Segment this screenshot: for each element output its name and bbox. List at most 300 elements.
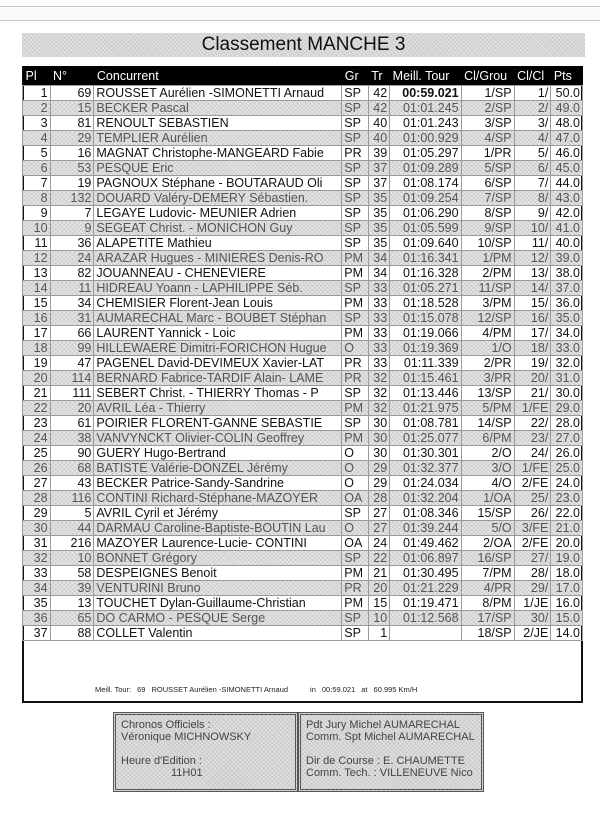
cell-num: 69 bbox=[50, 86, 94, 101]
cell-name: AUMARECHAL Marc - BOUBET Stéphan bbox=[94, 311, 342, 326]
cell-group: SP bbox=[342, 221, 369, 236]
cell-class-group: 1/PR bbox=[461, 146, 514, 161]
cell-pl: 32 bbox=[23, 551, 51, 566]
cell-name: HILLEWAERE Dimitri-FORICHON Hugue bbox=[94, 341, 342, 356]
cell-best-lap: 01:06.897 bbox=[390, 551, 461, 566]
table-row bbox=[23, 161, 583, 176]
cell-group: SP bbox=[342, 161, 369, 176]
cell-class-cat: 22/ bbox=[514, 416, 551, 431]
cell-best-lap: 01:08.781 bbox=[390, 416, 461, 431]
cell-name: RENOULT SEBASTIEN bbox=[94, 116, 342, 131]
officials-box-right bbox=[298, 712, 484, 792]
cell-class-cat: 7/ bbox=[514, 176, 551, 191]
cell-points: 35.0 bbox=[551, 311, 583, 326]
cell-name: SEBERT Christ. - THIERRY Thomas - P bbox=[94, 386, 342, 401]
cell-points: 21.0 bbox=[551, 521, 583, 536]
cell-pl: 16 bbox=[23, 311, 51, 326]
cell-name: BERNARD Fabrice-TARDIF Alain- LAME bbox=[94, 371, 342, 386]
table-row bbox=[23, 626, 583, 641]
cell-pl: 15 bbox=[23, 296, 51, 311]
cell-num: 20 bbox=[50, 401, 94, 416]
cell-group: OA bbox=[342, 491, 369, 506]
cell-num: 11 bbox=[50, 281, 94, 296]
cell-name: ALAPETITE Mathieu bbox=[94, 236, 342, 251]
cell-best-lap: 01:09.640 bbox=[390, 236, 461, 251]
cell-num: 15 bbox=[50, 101, 94, 116]
cell-group: SP bbox=[342, 416, 369, 431]
cell-num: 38 bbox=[50, 431, 94, 446]
cell-laps: 37 bbox=[368, 176, 389, 191]
cell-class-cat: 2/ bbox=[514, 101, 551, 116]
cell-laps: 34 bbox=[368, 266, 389, 281]
table-row bbox=[23, 206, 583, 221]
best-lap-at: at bbox=[361, 685, 368, 694]
cell-class-cat: 30/ bbox=[514, 611, 551, 626]
cell-best-lap: 01:11.339 bbox=[390, 356, 461, 371]
table-row bbox=[23, 326, 583, 341]
cell-points: 16.0 bbox=[551, 596, 583, 611]
table-row bbox=[23, 446, 583, 461]
cell-class-group: 1/PM bbox=[461, 251, 514, 266]
cell-points: 43.0 bbox=[551, 191, 583, 206]
cell-best-lap: 01:30.495 bbox=[390, 566, 461, 581]
cell-pl: 12 bbox=[23, 251, 51, 266]
cell-name: JOUANNEAU - CHENEVIERE bbox=[94, 266, 342, 281]
cell-num: 116 bbox=[50, 491, 94, 506]
cell-pl: 10 bbox=[23, 221, 51, 236]
cell-class-group: 6/SP bbox=[461, 176, 514, 191]
cell-name: TEMPLIER Aurélien bbox=[94, 131, 342, 146]
cell-class-cat: 4/ bbox=[514, 131, 551, 146]
cell-points: 23.0 bbox=[551, 491, 583, 506]
cell-class-group: 14/SP bbox=[461, 416, 514, 431]
cell-best-lap: 01:09.289 bbox=[390, 161, 461, 176]
cell-class-group: 16/SP bbox=[461, 551, 514, 566]
cell-group: SP bbox=[342, 386, 369, 401]
cell-name: AVRIL Cyril et Jérémy bbox=[94, 506, 342, 521]
cell-points: 18.0 bbox=[551, 566, 583, 581]
cell-points: 31.0 bbox=[551, 371, 583, 386]
cell-laps: 1 bbox=[368, 626, 389, 641]
cell-group: SP bbox=[342, 626, 369, 641]
cell-points: 19.0 bbox=[551, 551, 583, 566]
cell-group: SP bbox=[342, 236, 369, 251]
table-row bbox=[23, 131, 583, 146]
cell-best-lap: 01:15.461 bbox=[390, 371, 461, 386]
jury-president: Pdt Jury Michel AUMARECHAL bbox=[306, 719, 461, 731]
cell-class-cat: 24/ bbox=[514, 446, 551, 461]
table-row bbox=[23, 311, 583, 326]
cell-points: 34.0 bbox=[551, 326, 583, 341]
cell-points: 24.0 bbox=[551, 476, 583, 491]
cell-class-cat: 14/ bbox=[514, 281, 551, 296]
cell-points: 42.0 bbox=[551, 206, 583, 221]
cell-points: 22.0 bbox=[551, 506, 583, 521]
cell-group: O bbox=[342, 461, 369, 476]
cell-num: 47 bbox=[50, 356, 94, 371]
cell-class-group: 18/SP bbox=[461, 626, 514, 641]
cell-class-group: 2/OA bbox=[461, 536, 514, 551]
best-lap-speed: 60.995 Km/H bbox=[373, 685, 418, 694]
cell-group: PM bbox=[342, 566, 369, 581]
cell-pl: 4 bbox=[23, 131, 51, 146]
cell-name: LAURENT Yannick - Loic bbox=[94, 326, 342, 341]
cell-class-group: 13/SP bbox=[461, 386, 514, 401]
cell-name: ROUSSET Aurélien -SIMONETTI Arnaud bbox=[94, 86, 342, 101]
cell-pl: 1 bbox=[23, 86, 51, 101]
cell-pl: 21 bbox=[23, 386, 51, 401]
cell-pl: 2 bbox=[23, 101, 51, 116]
cell-group: PM bbox=[342, 596, 369, 611]
cell-best-lap: 01:18.528 bbox=[390, 296, 461, 311]
cell-pl: 7 bbox=[23, 176, 51, 191]
cell-num: 99 bbox=[50, 341, 94, 356]
cell-laps: 39 bbox=[368, 146, 389, 161]
best-lap-name: ROUSSET Aurélien -SIMONETTI Arnaud bbox=[151, 685, 289, 694]
cell-class-cat: 5/ bbox=[514, 146, 551, 161]
cell-num: 7 bbox=[50, 206, 94, 221]
race-director: Dir de Course : E. CHAUMETTE bbox=[306, 755, 465, 767]
cell-points: 41.0 bbox=[551, 221, 583, 236]
cell-best-lap: 01:15.078 bbox=[390, 311, 461, 326]
top-toolbar-strip bbox=[0, 6, 600, 21]
cell-pl: 24 bbox=[23, 431, 51, 446]
table-row bbox=[23, 101, 583, 116]
table-row bbox=[23, 296, 583, 311]
cell-group: PM bbox=[342, 326, 369, 341]
cell-class-cat: 17/ bbox=[514, 326, 551, 341]
cell-name: BONNET Grégory bbox=[94, 551, 342, 566]
cell-class-cat: 11/ bbox=[514, 236, 551, 251]
best-lap-time: 00:59.021 bbox=[321, 685, 356, 694]
cell-name: LEGAYE Ludovic- MEUNIER Adrien bbox=[94, 206, 342, 221]
cell-best-lap: 01:30.301 bbox=[390, 446, 461, 461]
cell-class-group: 2/O bbox=[461, 446, 514, 461]
cell-best-lap: 01:08.174 bbox=[390, 176, 461, 191]
cell-num: 216 bbox=[50, 536, 94, 551]
cell-best-lap: 01:24.034 bbox=[390, 476, 461, 491]
cell-class-cat: 15/ bbox=[514, 296, 551, 311]
cell-points: 37.0 bbox=[551, 281, 583, 296]
table-row bbox=[23, 221, 583, 236]
cell-best-lap: 01:16.341 bbox=[390, 251, 461, 266]
cell-group: SP bbox=[342, 551, 369, 566]
cell-best-lap: 01:06.290 bbox=[390, 206, 461, 221]
table-row bbox=[23, 461, 583, 476]
cell-class-cat: 1/ bbox=[514, 86, 551, 101]
cell-points: 49.0 bbox=[551, 101, 583, 116]
table-row bbox=[23, 536, 583, 551]
cell-best-lap: 01:09.254 bbox=[390, 191, 461, 206]
cell-num: 34 bbox=[50, 296, 94, 311]
cell-best-lap: 01:21.229 bbox=[390, 581, 461, 596]
cell-points: 26.0 bbox=[551, 446, 583, 461]
cell-name: PAGNOUX Stéphane - BOUTARAUD Oli bbox=[94, 176, 342, 191]
cell-pl: 13 bbox=[23, 266, 51, 281]
cell-points: 50.0 bbox=[551, 86, 583, 101]
cell-best-lap: 01:05.599 bbox=[390, 221, 461, 236]
cell-best-lap: 01:01.245 bbox=[390, 101, 461, 116]
cell-group: PM bbox=[342, 401, 369, 416]
table-row bbox=[23, 476, 583, 491]
cell-pl: 18 bbox=[23, 341, 51, 356]
cell-num: 65 bbox=[50, 611, 94, 626]
cell-pl: 30 bbox=[23, 521, 51, 536]
tech-commissioner: Comm. Tech. : VILLENEUVE Nico bbox=[306, 767, 473, 779]
cell-pl: 36 bbox=[23, 611, 51, 626]
cell-num: 132 bbox=[50, 191, 94, 206]
cell-num: 68 bbox=[50, 461, 94, 476]
cell-class-group: 2/PR bbox=[461, 356, 514, 371]
cell-laps: 42 bbox=[368, 101, 389, 116]
cell-laps: 33 bbox=[368, 311, 389, 326]
cell-name: MAZOYER Laurence-Lucie- CONTINI bbox=[94, 536, 342, 551]
cell-class-group: 4/O bbox=[461, 476, 514, 491]
cell-name: AVRIL Léa - Thierry bbox=[94, 401, 342, 416]
cell-pl: 8 bbox=[23, 191, 51, 206]
cell-class-cat: 6/ bbox=[514, 161, 551, 176]
cell-pl: 29 bbox=[23, 506, 51, 521]
cell-pl: 23 bbox=[23, 416, 51, 431]
cell-laps: 22 bbox=[368, 551, 389, 566]
cell-pl: 6 bbox=[23, 161, 51, 176]
table-row bbox=[23, 566, 583, 581]
cell-pl: 27 bbox=[23, 476, 51, 491]
cell-name: CHEMISIER Florent-Jean Louis bbox=[94, 296, 342, 311]
cell-class-group: 4/PM bbox=[461, 326, 514, 341]
cell-pl: 26 bbox=[23, 461, 51, 476]
cell-class-group: 7/PM bbox=[461, 566, 514, 581]
cell-class-cat: 2/JE bbox=[514, 626, 551, 641]
cell-best-lap: 01:32.377 bbox=[390, 461, 461, 476]
cell-name: DOUARD Valéry-DEMERY Sébastien. bbox=[94, 191, 342, 206]
cell-num: 19 bbox=[50, 176, 94, 191]
cell-class-cat: 27/ bbox=[514, 551, 551, 566]
col-header-pl: Pl bbox=[23, 66, 51, 86]
cell-name: BECKER Pascal bbox=[94, 101, 342, 116]
cell-points: 30.0 bbox=[551, 386, 583, 401]
cell-laps: 32 bbox=[368, 371, 389, 386]
cell-class-group: 9/SP bbox=[461, 221, 514, 236]
header-row bbox=[23, 66, 583, 86]
cell-points: 28.0 bbox=[551, 416, 583, 431]
cell-pl: 5 bbox=[23, 146, 51, 161]
cell-group: OA bbox=[342, 536, 369, 551]
cell-laps: 29 bbox=[368, 476, 389, 491]
cell-laps: 35 bbox=[368, 221, 389, 236]
cell-class-cat: 26/ bbox=[514, 506, 551, 521]
cell-laps: 15 bbox=[368, 596, 389, 611]
cell-pl: 25 bbox=[23, 446, 51, 461]
cell-class-cat: 19/ bbox=[514, 356, 551, 371]
cell-group: SP bbox=[342, 281, 369, 296]
cell-num: 111 bbox=[50, 386, 94, 401]
cell-best-lap: 01:08.346 bbox=[390, 506, 461, 521]
cell-laps: 21 bbox=[368, 566, 389, 581]
cell-num: 31 bbox=[50, 311, 94, 326]
results-table bbox=[22, 66, 583, 641]
cell-group: O bbox=[342, 476, 369, 491]
cell-laps: 28 bbox=[368, 491, 389, 506]
table-row bbox=[23, 521, 583, 536]
cell-group: SP bbox=[342, 116, 369, 131]
page-title: Classement MANCHE 3 bbox=[201, 34, 406, 55]
table-row bbox=[23, 416, 583, 431]
cell-num: 36 bbox=[50, 236, 94, 251]
cell-num: 5 bbox=[50, 506, 94, 521]
cell-name: VENTURINI Bruno bbox=[94, 581, 342, 596]
cell-best-lap: 01:21.975 bbox=[390, 401, 461, 416]
cell-name: PAGENEL David-DEVIMEUX Xavier-LAT bbox=[94, 356, 342, 371]
cell-pl: 20 bbox=[23, 371, 51, 386]
cell-best-lap: 00:59.021 bbox=[390, 86, 461, 101]
cell-num: 16 bbox=[50, 146, 94, 161]
cell-class-cat: 12/ bbox=[514, 251, 551, 266]
cell-laps: 32 bbox=[368, 386, 389, 401]
cell-class-group: 2/PM bbox=[461, 266, 514, 281]
cell-class-cat: 2/FE bbox=[514, 536, 551, 551]
cell-group: O bbox=[342, 341, 369, 356]
cell-laps: 35 bbox=[368, 191, 389, 206]
cell-points: 17.0 bbox=[551, 581, 583, 596]
table-row bbox=[23, 581, 583, 596]
cell-laps: 27 bbox=[368, 521, 389, 536]
cell-best-lap bbox=[390, 626, 461, 641]
cell-class-cat: 28/ bbox=[514, 566, 551, 581]
cell-name: DO CARMO - PESQUE Serge bbox=[94, 611, 342, 626]
cell-best-lap: 01:49.462 bbox=[390, 536, 461, 551]
cell-class-group: 15/SP bbox=[461, 506, 514, 521]
cell-num: 81 bbox=[50, 116, 94, 131]
cell-points: 36.0 bbox=[551, 296, 583, 311]
cell-pl: 35 bbox=[23, 596, 51, 611]
sport-commissioner: Comm. Spt Michel AUMARECHAL bbox=[306, 731, 475, 743]
officials-box-left bbox=[113, 712, 298, 792]
best-lap-num: 69 bbox=[137, 685, 146, 694]
cell-best-lap: 01:01.243 bbox=[390, 116, 461, 131]
table-row bbox=[23, 431, 583, 446]
col-header-concurrent: Concurrent bbox=[94, 66, 342, 86]
cell-class-cat: 10/ bbox=[514, 221, 551, 236]
cell-points: 48.0 bbox=[551, 116, 583, 131]
cell-group: PM bbox=[342, 296, 369, 311]
cell-name: PESQUE Eric bbox=[94, 161, 342, 176]
cell-name: TOUCHET Dylan-Guillaume-Christian bbox=[94, 596, 342, 611]
cell-laps: 30 bbox=[368, 446, 389, 461]
cell-num: 29 bbox=[50, 131, 94, 146]
cell-laps: 10 bbox=[368, 611, 389, 626]
cell-class-group: 6/PM bbox=[461, 431, 514, 446]
cell-name: SEGEAT Christ. - MONICHON Guy bbox=[94, 221, 342, 236]
cell-laps: 35 bbox=[368, 206, 389, 221]
cell-points: 20.0 bbox=[551, 536, 583, 551]
cell-pl: 11 bbox=[23, 236, 51, 251]
cell-class-cat: 1/JE bbox=[514, 596, 551, 611]
table-row bbox=[23, 146, 583, 161]
table-row bbox=[23, 341, 583, 356]
cell-laps: 29 bbox=[368, 461, 389, 476]
cell-num: 82 bbox=[50, 266, 94, 281]
cell-class-group: 3/PR bbox=[461, 371, 514, 386]
cell-class-group: 8/SP bbox=[461, 206, 514, 221]
table-row bbox=[23, 116, 583, 131]
cell-class-group: 2/SP bbox=[461, 101, 514, 116]
cell-group: SP bbox=[342, 311, 369, 326]
cell-class-cat: 16/ bbox=[514, 311, 551, 326]
cell-best-lap: 01:05.297 bbox=[390, 146, 461, 161]
cell-laps: 33 bbox=[368, 281, 389, 296]
cell-laps: 37 bbox=[368, 161, 389, 176]
cell-best-lap: 01:25.077 bbox=[390, 431, 461, 446]
cell-laps: 40 bbox=[368, 131, 389, 146]
cell-points: 38.0 bbox=[551, 266, 583, 281]
table-row bbox=[23, 506, 583, 521]
cell-name: HIDREAU Yoann - LAPHILIPPE Séb. bbox=[94, 281, 342, 296]
cell-class-cat: 25/ bbox=[514, 491, 551, 506]
best-lap-summary bbox=[95, 685, 423, 694]
cell-class-group: 1/OA bbox=[461, 491, 514, 506]
cell-pl: 19 bbox=[23, 356, 51, 371]
cell-class-cat: 23/ bbox=[514, 431, 551, 446]
cell-laps: 30 bbox=[368, 416, 389, 431]
cell-best-lap: 01:19.369 bbox=[390, 341, 461, 356]
cell-laps: 33 bbox=[368, 341, 389, 356]
cell-points: 25.0 bbox=[551, 461, 583, 476]
cell-pl: 14 bbox=[23, 281, 51, 296]
cell-name: COLLET Valentin bbox=[94, 626, 342, 641]
table-row bbox=[23, 236, 583, 251]
cell-group: PM bbox=[342, 431, 369, 446]
cell-best-lap: 01:19.471 bbox=[390, 596, 461, 611]
cell-group: SP bbox=[342, 86, 369, 101]
table-row bbox=[23, 86, 583, 101]
cell-laps: 30 bbox=[368, 431, 389, 446]
cell-class-cat: 2/FE bbox=[514, 476, 551, 491]
cell-num: 9 bbox=[50, 221, 94, 236]
cell-group: O bbox=[342, 521, 369, 536]
cell-num: 114 bbox=[50, 371, 94, 386]
cell-group: PM bbox=[342, 266, 369, 281]
cell-group: SP bbox=[342, 191, 369, 206]
cell-class-cat: 3/FE bbox=[514, 521, 551, 536]
edition-time: 11H01 bbox=[171, 767, 203, 779]
cell-name: VANVYNCKT Olivier-COLIN Geoffrey bbox=[94, 431, 342, 446]
cell-best-lap: 01:32.204 bbox=[390, 491, 461, 506]
cell-class-group: 3/SP bbox=[461, 116, 514, 131]
table-row bbox=[23, 551, 583, 566]
cell-class-group: 7/SP bbox=[461, 191, 514, 206]
cell-class-group: 10/SP bbox=[461, 236, 514, 251]
col-header-cl-group: Cl/Grou bbox=[461, 66, 514, 86]
cell-laps: 33 bbox=[368, 296, 389, 311]
cell-best-lap: 01:05.271 bbox=[390, 281, 461, 296]
cell-best-lap: 01:12.568 bbox=[390, 611, 461, 626]
cell-group: SP bbox=[342, 101, 369, 116]
cell-points: 29.0 bbox=[551, 401, 583, 416]
cell-class-group: 3/O bbox=[461, 461, 514, 476]
cell-name: DARMAU Caroline-Baptiste-BOUTIN Lau bbox=[94, 521, 342, 536]
cell-class-group: 12/SP bbox=[461, 311, 514, 326]
col-header-tr: Tr bbox=[368, 66, 389, 86]
cell-laps: 35 bbox=[368, 236, 389, 251]
cell-group: PR bbox=[342, 581, 369, 596]
cell-class-cat: 1/FE bbox=[514, 461, 551, 476]
cell-name: CONTINI Richard-Stéphane-MAZOYER bbox=[94, 491, 342, 506]
cell-points: 32.0 bbox=[551, 356, 583, 371]
cell-laps: 32 bbox=[368, 401, 389, 416]
title-band bbox=[22, 33, 585, 57]
cell-points: 39.0 bbox=[551, 251, 583, 266]
